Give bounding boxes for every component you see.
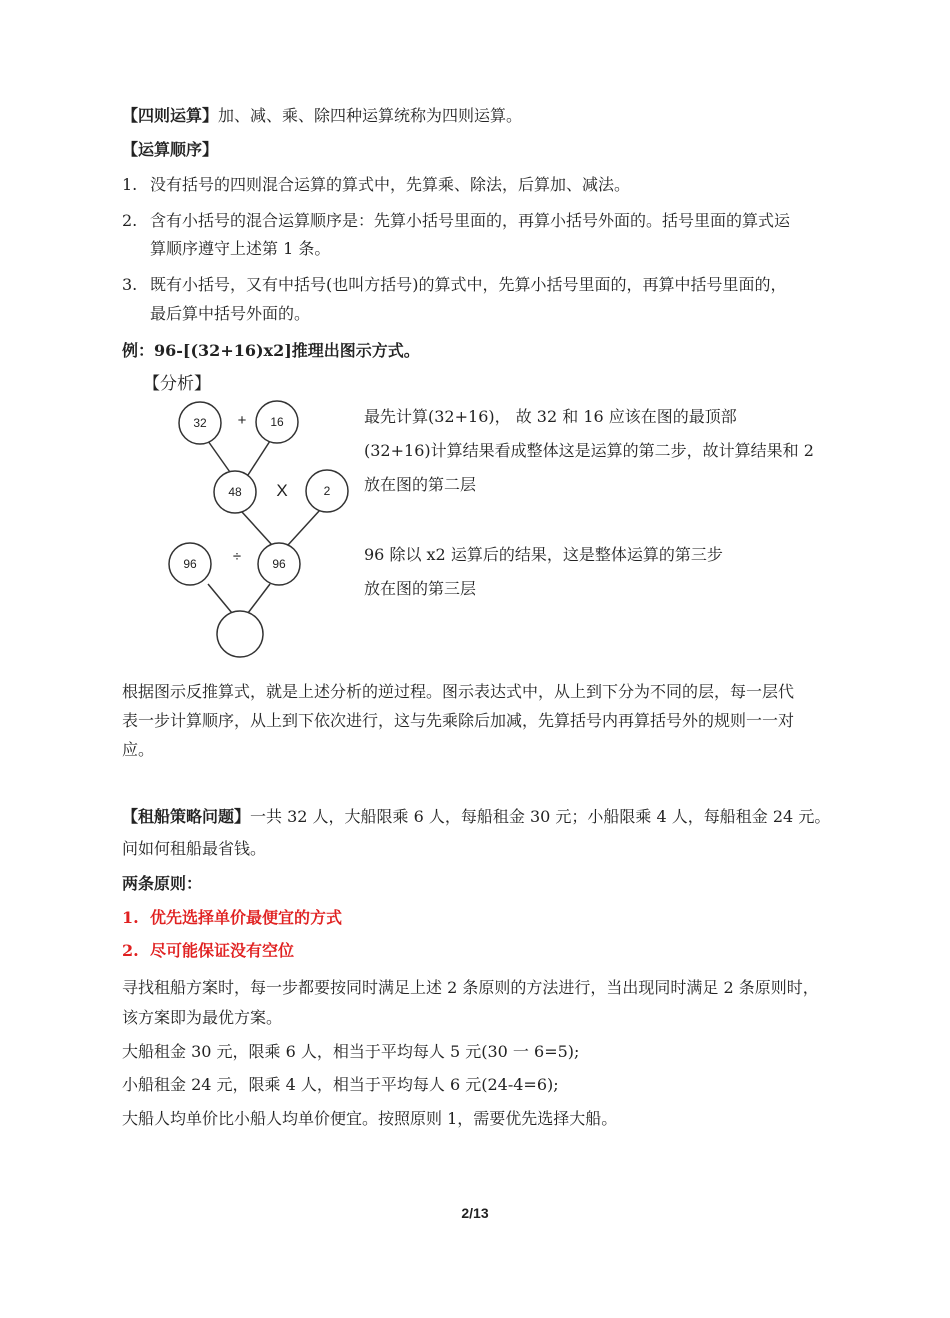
boat-body-2: 该方案即为最优方案。	[122, 1008, 283, 1027]
section-title-arithmetic: 【四则运算】	[122, 106, 219, 125]
reverse-line-3: 应。	[122, 740, 155, 759]
order-item-3-cont: 最后算中括号外面的。	[150, 304, 311, 323]
times-operator: X	[276, 481, 288, 500]
analysis-line-3: 放在图的第二层	[364, 475, 477, 494]
reverse-line-2: 表一步计算顺序，从上到下依次进行，这与先乘除后加减，先算括号内再算括号外的规则一一对	[122, 711, 795, 730]
boat-body-3: 大船租金 30 元，限乘 6 人，相当于平均每人 5 元(30 一 6=5);	[122, 1042, 580, 1061]
boat-body-4: 小船租金 24 元，限乘 4 人，相当于平均每人 6 元(24-4=6);	[122, 1075, 559, 1094]
order-item-2	[122, 210, 790, 232]
rule-item-2	[122, 940, 294, 962]
order-text: 含有小括号的混合运算顺序是：先算小括号里面的，再算小括号外面的。括号里面的算式运	[150, 211, 791, 230]
order-text: 没有括号的四则混合运算的算式中，先算乘、除法，后算加、减法。	[150, 175, 631, 194]
node-48-label: 48	[228, 485, 242, 499]
analysis-line-1: 最先计算(32+16)， 故 32 和 16 应该在图的最顶部	[364, 407, 737, 426]
analysis-line-2: (32+16)计算结果看成整体这是运算的第二步，故计算结果和 2	[364, 441, 814, 460]
edge-32-48	[208, 441, 232, 475]
reverse-line-1: 根据图示反推算式，就是上述分析的逆过程。图示表达式中，从上到下分为不同的层，每一层代	[122, 682, 795, 701]
rule-num: 2.	[122, 941, 139, 960]
arithmetic-text: 加、减、乘、除四种运算统称为四则运算。	[218, 106, 523, 125]
section-title-boat: 【租船策略问题】	[122, 807, 251, 826]
node-2-label: 2	[323, 484, 331, 498]
boat-problem-cont: 问如何租船最省钱。	[122, 839, 267, 858]
node-96-right-label: 96	[272, 557, 286, 571]
node-96-left-label: 96	[183, 557, 197, 571]
arithmetic-definition	[122, 105, 522, 127]
calculation-tree-diagram	[160, 395, 360, 665]
order-num: 1.	[122, 175, 138, 194]
example-heading: 例：96-[(32+16)x2]推理出图示方式。	[122, 341, 420, 360]
order-num: 3.	[122, 275, 138, 294]
order-item-3	[122, 274, 787, 296]
rule-text: 优先选择单价最便宜的方式	[150, 908, 343, 927]
boat-body-1: 寻找租船方案时，每一步都要按同时满足上述 2 条原则的方法进行，当出现同时满足 2 条原则时，	[122, 978, 819, 997]
plus-operator: +	[237, 412, 247, 429]
node-32-label: 32	[193, 416, 207, 430]
edge-2-96	[288, 510, 320, 545]
node-16-label: 16	[270, 415, 284, 429]
page-number: 2/13	[461, 1205, 489, 1221]
analysis-line-5: 放在图的第三层	[364, 579, 477, 598]
edge-16-48	[248, 441, 270, 475]
analysis-line-4: 96 除以 x2 运算后的结果，这是整体运算的第三步	[364, 545, 723, 564]
boat-problem-text: 一共 32 人，大船限乘 6 人，每船租金 30 元；小船限乘 4 人，每船租金 24 元。	[250, 807, 831, 826]
order-num: 2.	[122, 211, 138, 230]
analysis-title: 【分析】	[143, 374, 211, 394]
boat-body-5: 大船人均单价比小船人均单价便宜。按照原则 1，需要优先选择大船。	[122, 1109, 618, 1128]
edge-48-96	[242, 512, 272, 545]
node-result	[217, 611, 263, 657]
rule-text: 尽可能保证没有空位	[150, 941, 295, 960]
divide-operator: ÷	[232, 548, 242, 565]
rule-item-1	[122, 907, 342, 929]
section-title-order: 【运算顺序】	[122, 140, 219, 159]
order-item-1	[122, 174, 630, 196]
edge-96b-result	[248, 584, 270, 613]
rule-num: 1.	[122, 908, 139, 927]
rules-title: 两条原则：	[122, 874, 203, 893]
order-text: 既有小括号，又有中括号(也叫方括号)的算式中，先算小括号里面的，再算中括号里面的，	[150, 275, 787, 294]
order-item-2-cont: 算顺序遵守上述第 1 条。	[150, 239, 331, 258]
boat-problem	[122, 806, 830, 828]
edge-96-result	[208, 584, 232, 613]
